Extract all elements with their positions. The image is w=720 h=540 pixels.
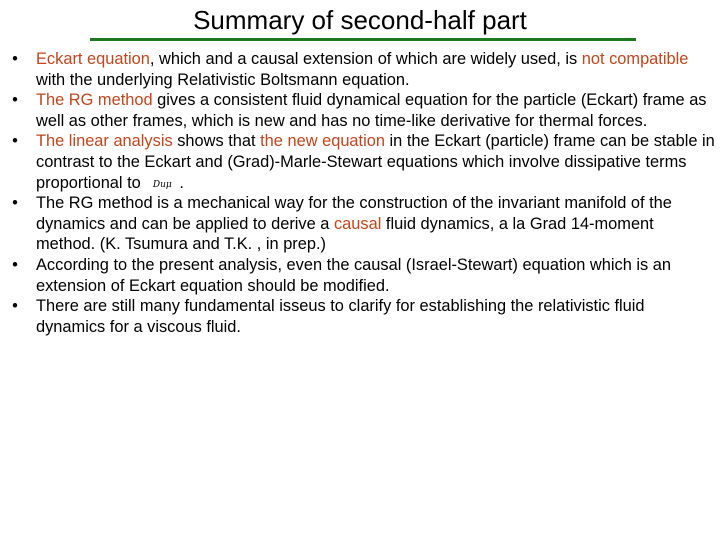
highlighted-text: The linear analysis [36,132,173,151]
bullet-mark: • [12,194,18,213]
bullet-item [0,131,716,193]
bullet-item [0,49,716,90]
bullet-text: shows that [172,132,261,151]
bullet-mark: • [12,91,18,110]
bullet-text: According to the present analysis, even the causal (Israel-Stewart) equation which is an extension of Eckart equation should be modified. [36,255,672,295]
bullet-mark: • [12,255,18,274]
formula-du-mu: Duμ [152,179,172,190]
bullet-item [0,90,716,131]
bullet-text: , which and a causal extension of which are widely used, is [149,50,582,68]
bullet-text: fluid dynamics, a la Grad 14-moment method. (K. Tsumura and T.K. , in prep.) [36,214,654,254]
bullet-mark: • [12,132,18,151]
highlighted-text: the new equation [260,132,385,151]
title-underline [90,38,636,41]
bullet-text: gives a consistent fluid dynamical equation for the particle (Eckart) frame as well as other frames, which is new and has no time-like derivative for thermal forces. [36,91,707,130]
bullet-text: . [179,173,184,192]
highlighted-text: causal [333,214,382,233]
slide-title: Summary of second-half part [193,5,527,35]
bullet-list [0,49,716,337]
bullet-text: with the underlying Relativistic Boltsmann equation. [36,70,410,89]
bullet-item [0,255,716,296]
bullet-mark: • [12,297,18,316]
bullet-mark: • [12,50,18,68]
highlighted-text: Eckart equation [36,50,150,68]
bullet-text: The RG method is a mechanical way for the construction of the invariant manifold of the dynamics and can be applied to derive a [36,194,672,233]
highlighted-text: The RG method [36,91,153,110]
bullet-text: in the Eckart (particle) frame can be stable in contrast to the Eckart and (Grad)-Marle-Stewart equations which involve dissipative terms proportional to [36,132,715,192]
bullet-item [0,296,716,337]
bullet-text: There are still many fundamental isseus to clarify for establishing the relativistic fluid dynamics for a viscous fluid. [36,297,645,336]
highlighted-text: not compatible [581,50,689,68]
bullet-item [0,193,716,255]
